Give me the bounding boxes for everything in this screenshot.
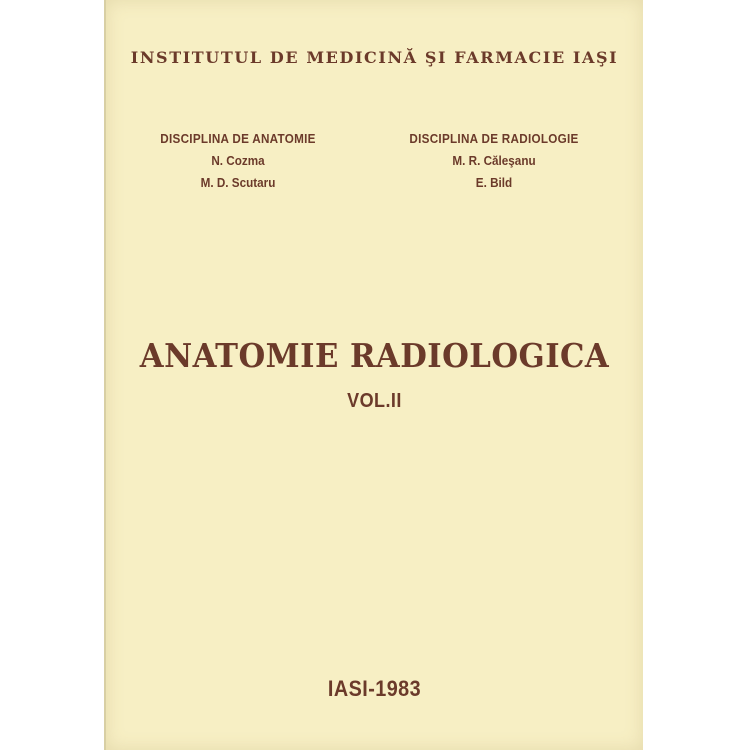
department-radiology: [374, 128, 614, 194]
department-name: DISCIPLINA DE RADIOLOGIE: [409, 131, 579, 146]
author-name: E. Bild: [475, 175, 513, 190]
volume-label: VOL.II: [347, 390, 402, 412]
department-name: DISCIPLINA DE ANATOMIE: [160, 131, 316, 146]
place-and-year: IASI-1983: [327, 676, 422, 701]
author-name: N. Cozma: [211, 153, 265, 168]
book-cover: [106, 0, 643, 750]
department-anatomy: [118, 128, 358, 194]
author-name: M. R. Căleşanu: [452, 153, 536, 168]
institute-name: INSTITUTUL DE MEDICINĂ ŞI FARMACIE IAŞI: [130, 48, 619, 67]
book-title: ANATOMIE RADIOLOGICA: [139, 336, 610, 375]
author-name: M. D. Scutaru: [200, 175, 276, 190]
